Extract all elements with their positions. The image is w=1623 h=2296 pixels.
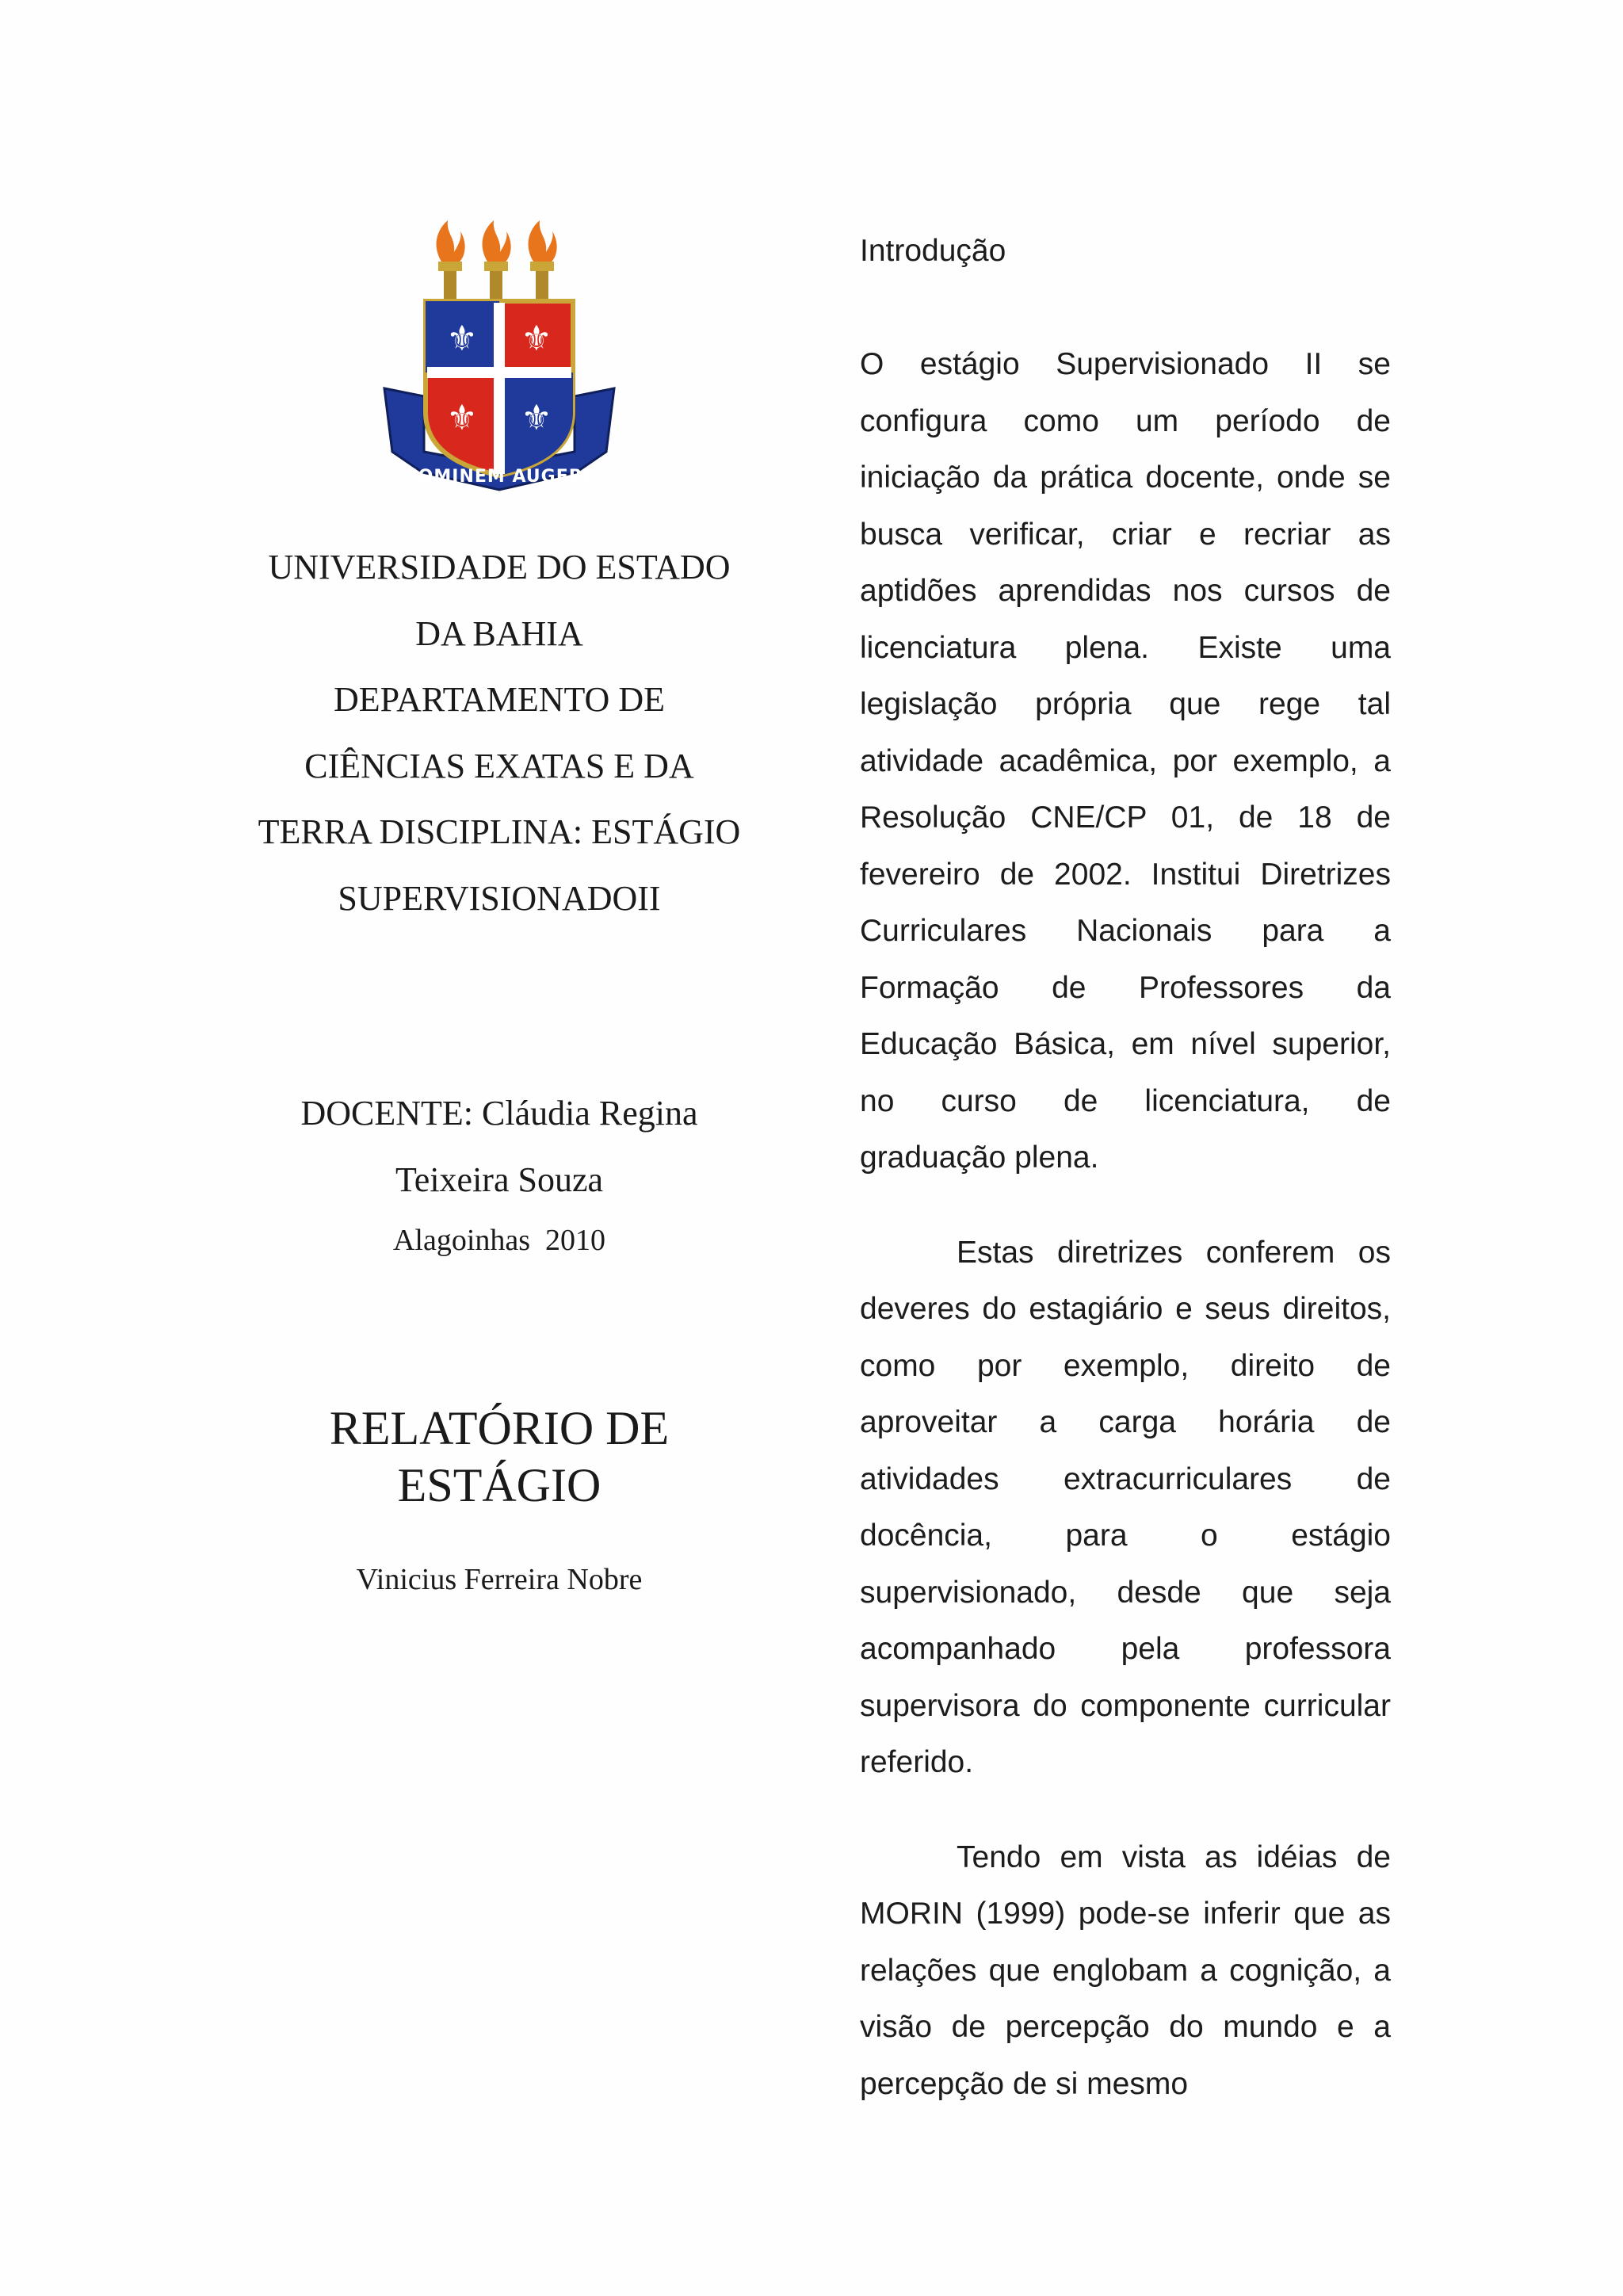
institution-line: CIÊNCIAS EXATAS E DA — [304, 746, 694, 785]
svg-text:⚜: ⚜ — [521, 398, 552, 438]
svg-text:⚜: ⚜ — [521, 319, 552, 359]
svg-text:⚜: ⚜ — [446, 319, 478, 359]
docente-line: DOCENTE: Cláudia Regina — [300, 1094, 698, 1133]
torch-right — [529, 220, 557, 303]
intro-paragraph: Estas diretrizes conferem os deveres do estagiário e seus direitos, como por exemplo, direito de aproveitar a carga horária de atividades extracurriculares de docência, para o estágio supervisionado, desde que seja acompanhado pela professora supervisora do componente curricular referido. — [860, 1235, 1391, 1779]
torch-left — [437, 220, 465, 303]
torch-center — [483, 220, 511, 303]
intro-paragraph: Tendo em vista as idéias de MORIN (1999) pode-se inferir que as relações que englobam a cognição, a visão de percepção do mundo e a percepção de si mesmo — [860, 1839, 1391, 2101]
report-title-line: RELATÓRIO DE — [329, 1402, 670, 1454]
institution-line: DEPARTAMENTO DE — [334, 680, 665, 719]
institution-line: SUPERVISIONADOII — [338, 878, 661, 918]
docente-block — [222, 1080, 777, 1213]
intro-paragraph: O estágio Supervisionado II se configura como um período de iniciação da prática docente, onde se busca verificar, criar e recriar as aptidões aprendidas nos cursos de licenciatura plena. Existe uma legislação própria que rege tal atividade acadêmica, por exemplo, a Resolução CNE/CP 01, de 18 de fevereiro de 2002. Institui Diretrizes Curriculares Nacionais para a Formação de Professores da Educação Básica, em nível superior, no curso de licenciatura, de graduação plena. — [860, 347, 1391, 1175]
docente-line: Teixeira Souza — [395, 1159, 604, 1199]
institution-line: TERRA DISCIPLINA: ESTÁGIO — [258, 812, 741, 851]
university-crest-icon — [369, 214, 630, 515]
section-heading: Introdução — [860, 234, 1006, 268]
introduction-column — [860, 223, 1391, 2112]
institution-line: DA BAHIA — [415, 613, 583, 653]
crest-motto: HOMINEM AUGERE — [403, 467, 596, 487]
svg-text:⚜: ⚜ — [446, 398, 478, 438]
institution-line: UNIVERSIDADE DO ESTADO — [268, 548, 731, 586]
report-title-line: ESTÁGIO — [397, 1459, 601, 1511]
report-title — [222, 1400, 777, 1514]
cover-column — [222, 214, 777, 1599]
place-year: Alagoinhas 2010 — [392, 1224, 606, 1257]
institution-name — [222, 534, 777, 931]
author-name: Vinicius Ferreira Nobre — [356, 1563, 643, 1596]
